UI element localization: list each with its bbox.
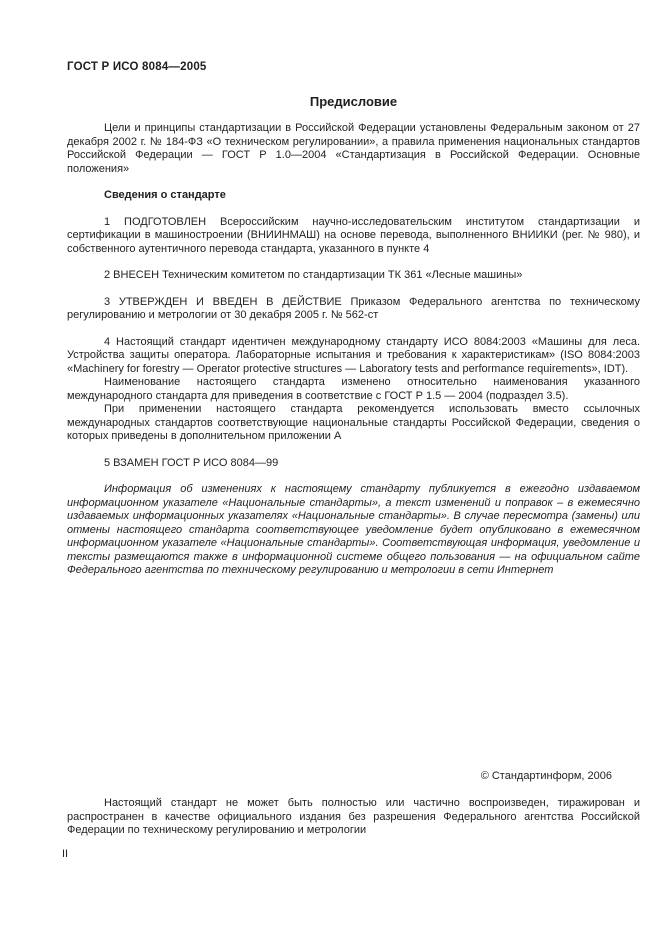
clause-1-paragraph: 1 ПОДГОТОВЛЕН Всероссийским научно-исследовательским институтом стандартизации и сертификации в машиностроении (ВНИИНМАШ) на основе перевода, выполненного ВНИИКИ (рег. № 980), и собственного аутентичного перевода стандарта, указанного в пункте 4 — [67, 215, 640, 255]
intro-paragraph: Цели и принципы стандартизации в Российской Федерации установлены Федеральным законом от 27 декабря 2002 г. № 184-ФЗ «О техническом регулировании», а правила применения национальных стандартов Российской Федерации — ГОСТ Р 1.0—2004 «Стандартизация в Российской Федерации. Основные положения» — [67, 122, 640, 175]
page-number: II — [62, 848, 69, 860]
reproduction-notice: Настоящий стандарт не может быть полностью или частично воспроизведен, тиражирован и распространен в качестве официального издания без разрешения Федерального агентства Российской Федерации по техническому регулированию и метрологии — [67, 797, 640, 836]
clause-3-paragraph: 3 УТВЕРЖДЕН И ВВЕДЕН В ДЕЙСТВИЕ Приказом Федерального агентства по техническому регулированию и метрологии от 30 декабря 2005 г. № 562-ст — [67, 295, 640, 321]
amendments-note: Информация об изменениях к настоящему стандарту публикуется в ежегодно издаваемом информационном указателе «Национальные стандарты», а текст изменений и поправок – в ежемесячно издаваемых информационных указателях «Национальные стандарты». В случае пересмотра (замены) или отмены настоящего стандарта соответствующее уведомление будет опубликовано в ежемесячном информационном указателе «Национальные стандарты». Соответствующая информация, уведомление и тексты размещаются также в информационной системе общего пользования — на официальном сайте Федерального агентства по техническому регулированию и метрологии в сети Интернет — [67, 483, 640, 576]
copyright-line: © Стандартинформ, 2006 — [480, 770, 612, 782]
clause-4-note-1: Наименование настоящего стандарта изменено относительно наименования указанного международного стандарта для приведения в соответствие с ГОСТ Р 1.5 — 2004 (подраздел 3.5). — [67, 376, 640, 402]
clause-2-paragraph: 2 ВНЕСЕН Техническим комитетом по стандартизации ТК 361 «Лесные машины» — [104, 269, 523, 281]
standard-designation: ГОСТ Р ИСО 8084—2005 — [67, 61, 207, 73]
clause-5-paragraph: 5 ВЗАМЕН ГОСТ Р ИСО 8084—99 — [104, 456, 279, 469]
section-heading: Сведения о стандарте — [104, 189, 226, 201]
page-content — [67, 61, 640, 578]
page-title: Предисловие — [309, 94, 398, 109]
clause-4-note-2: При применении настоящего стандарта рекомендуется использовать вместо ссылочных международных стандартов соответствующие национальные стандарты Российской Федерации, сведения о которых приведены в дополнительном приложении А — [67, 403, 640, 442]
clause-4-paragraph: 4 Настоящий стандарт идентичен международному стандарту ИСО 8084:2003 «Машины для леса. Устройства защиты оператора. Лабораторные испытания и требования к характеристикам» (ISO 8084:2003 «Machinery for forestry — Operator protective structures — Laboratory tests and performance requirements», IDT). — [67, 335, 640, 375]
